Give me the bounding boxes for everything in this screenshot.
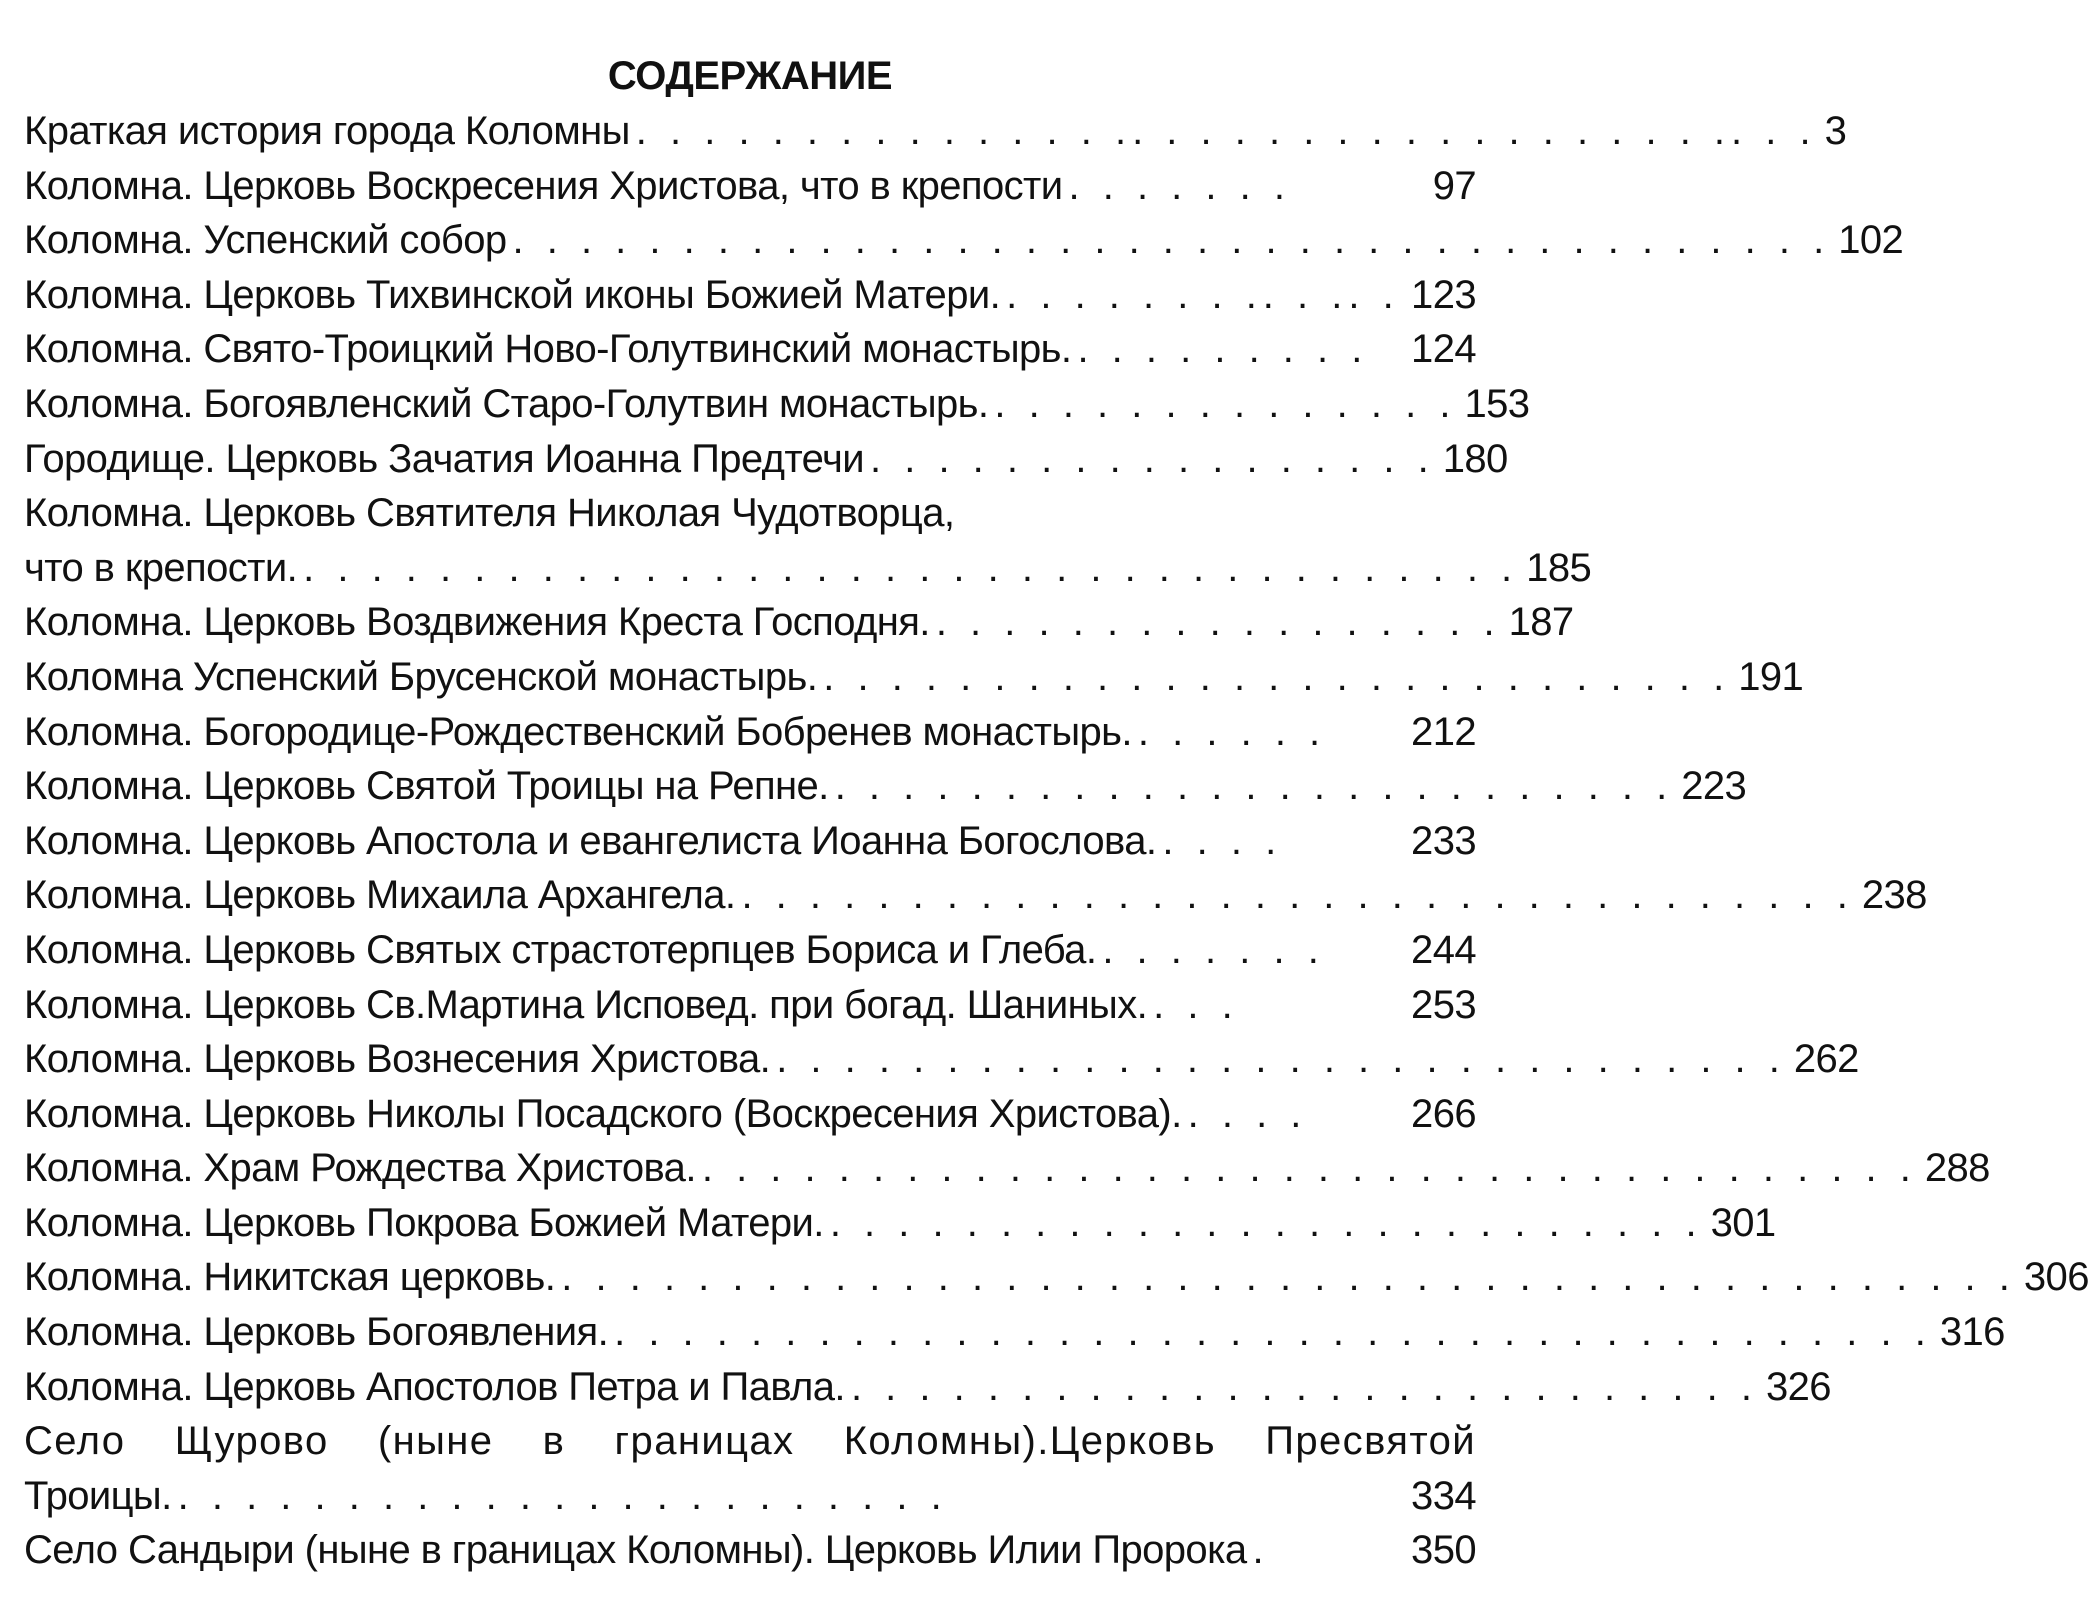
toc-page-number: 262 xyxy=(1793,1037,1859,1082)
toc-page-number: 3 xyxy=(1824,109,1847,153)
toc-page-number: 301 xyxy=(1710,1200,1776,1245)
toc-entry-title: Коломна. Церковь Апостола и евангелиста Иоанна Богослова. xyxy=(24,818,1157,863)
toc-entry-title: Коломна. Церковь Вознесения Христова. xyxy=(24,1037,771,1082)
table-of-contents xyxy=(24,104,2089,1578)
toc-entry xyxy=(24,1250,2089,1305)
toc-entry-title: Коломна. Церковь Святой Троицы на Репне. xyxy=(24,764,829,809)
toc-entry xyxy=(24,1523,1476,1578)
toc-entry-title: Коломна. Свято-Троицкий Ново-Голутвинский монастырь. xyxy=(24,327,1072,372)
toc-entry xyxy=(24,268,1476,323)
toc-entry-title: Коломна. Церковь Тихвинской иконы Божией Матери. xyxy=(24,272,1001,317)
toc-entry-title: Коломна. Церковь Михаила Архангела. xyxy=(24,873,736,918)
toc-dot-leader: . . . . . . . xyxy=(1068,163,1291,208)
toc-page-number: 212 xyxy=(1411,709,1476,754)
toc-entry-title: Коломна. Церковь Воскресения Христова, что в крепости xyxy=(24,163,1063,208)
toc-page-number: 180 xyxy=(1442,436,1508,481)
toc-entry xyxy=(24,759,1747,814)
toc-entry xyxy=(24,923,1476,978)
toc-dot-leader: . . . . . . . .. . .. . xyxy=(1006,272,1400,317)
toc-page-number: 97 xyxy=(1432,163,1476,208)
toc-entry xyxy=(24,705,1476,760)
toc-entry xyxy=(24,322,1476,377)
toc-dot-leader: . . . . . . . . . . . . . . . . . . . . . . . . . . . . . . . . . xyxy=(741,873,1854,918)
toc-entry-title: Городище. Церковь Зачатия Иоанна Предтечи xyxy=(24,436,864,481)
toc-entry xyxy=(24,1414,1476,1469)
toc-entry xyxy=(24,650,1804,705)
toc-page-number: 266 xyxy=(1411,1091,1476,1136)
toc-page-number: 238 xyxy=(1861,873,1927,918)
toc-entry-title: Коломна. Храм Рождества Христова. xyxy=(24,1146,696,1191)
toc-page-number: 326 xyxy=(1765,1364,1831,1409)
toc-dot-leader: . . . . . . . . . . . . . . . . . xyxy=(935,600,1501,645)
toc-entry-title: Коломна. Церковь Апостолов Петра и Павла. xyxy=(24,1364,845,1409)
toc-page-number: 334 xyxy=(1411,1473,1476,1518)
toc-entry-title: Село Щурово (ныне в границах Коломны).Церковь Пресвятой xyxy=(24,1419,1476,1464)
toc-entry-title: Коломна Успенский Брусенской монастырь. xyxy=(24,654,818,699)
toc-entry xyxy=(24,868,1927,923)
toc-entry xyxy=(24,814,1476,869)
toc-page-number: 233 xyxy=(1411,818,1476,863)
toc-dot-leader: . . . . . . . . . . . . . . . . . . . . . . . . . . . xyxy=(823,654,1731,699)
toc-dot-leader: . . . . . . . . . . . . . . . . . . . . . . . . . . . . . . . . . . . . . . . . . . . xyxy=(561,1255,2016,1300)
toc-entry xyxy=(24,432,1508,487)
toc-page-number: 123 xyxy=(1411,272,1476,317)
toc-dot-leader: . . . . . . . . . . . . . . .. . . . . . . . . . . . . . . . . .. . . xyxy=(635,109,1817,153)
toc-dot-leader: . . . . . . . . . . . . . . . . . . . . . . . . . . . . . . . . . . . . . . . xyxy=(614,1310,1932,1355)
toc-page-number: 185 xyxy=(1526,545,1592,590)
toc-dot-leader: . . . . . . . . . . . . . . xyxy=(994,381,1457,426)
toc-dot-leader: . . . . . . . . . . . . . . . . . . . . . . . . . . xyxy=(829,1200,1703,1245)
toc-dot-leader: . . . . xyxy=(1162,818,1283,863)
toc-dot-leader: . . . . . . . . . . . . . . . . . . . . . . . . . . . . . . . . . . . . xyxy=(303,545,1519,590)
toc-dot-leader: . . . . . . . . . . . . . . . . . xyxy=(869,436,1435,481)
toc-page-number: 191 xyxy=(1738,654,1804,699)
toc-entry-title: Коломна. Церковь Богоявления. xyxy=(24,1310,609,1355)
toc-page xyxy=(24,50,2089,1578)
toc-page-number: 350 xyxy=(1411,1528,1476,1573)
toc-page-number: 187 xyxy=(1508,600,1574,645)
toc-entry-title: Коломна. Никитская церковь. xyxy=(24,1255,556,1300)
toc-dot-leader: . . . xyxy=(1153,982,1239,1027)
toc-entry-title: Краткая история города Коломны xyxy=(24,109,630,153)
toc-entry xyxy=(24,1305,2005,1360)
toc-entry-title: Коломна. Успенский собор xyxy=(24,218,507,263)
toc-entry xyxy=(24,1196,1776,1251)
toc-entry xyxy=(24,486,1476,541)
toc-entry-title: Коломна. Церковь Воздвижения Креста Господня. xyxy=(24,600,930,645)
toc-entry xyxy=(24,1087,1476,1142)
toc-entry xyxy=(24,1469,1476,1524)
toc-entry xyxy=(24,978,1476,1033)
toc-entry xyxy=(24,595,1574,650)
toc-entry-title: Коломна. Богоявленский Старо-Голутвин монастырь. xyxy=(24,381,989,426)
toc-entry-title: Коломна. Церковь Николы Посадского (Воскресения Христова). xyxy=(24,1091,1182,1136)
toc-dot-leader: . . . . . . . . . . . . . . . . . . . . . . . xyxy=(177,1473,948,1518)
toc-dot-leader: . . . . . . . . . . . . . . . . . . . . . . . . . . . . . . . . . . . . . . . xyxy=(512,218,1831,263)
toc-page-number: 253 xyxy=(1411,982,1476,1027)
toc-entry-title: Село Сандыри (ныне в границах Коломны). Церковь Илии Пророка xyxy=(24,1528,1247,1573)
toc-entry-title: Троицы. xyxy=(24,1473,172,1518)
toc-page-number: 244 xyxy=(1411,927,1476,972)
toc-entry xyxy=(24,1360,1831,1415)
toc-dot-leader: . . . . xyxy=(1187,1091,1308,1136)
toc-page-number: 124 xyxy=(1411,327,1476,372)
toc-page-number: 288 xyxy=(1924,1146,1990,1191)
toc-entry xyxy=(24,104,1847,159)
toc-entry xyxy=(24,541,1592,596)
toc-dot-leader: . . . . . . . . . . . . . . . . . . . . . . . . . . . . . . xyxy=(776,1037,1786,1082)
toc-page-number: 306 xyxy=(2023,1255,2089,1300)
toc-dot-leader: . . . . . . . . . . . . . . . . . . . . . . . . . . . xyxy=(850,1364,1758,1409)
toc-dot-leader: . . . . . . . . . . . . . . . . . . . . . . . . . . . . . . . . . . . . xyxy=(701,1146,1917,1191)
toc-dot-leader: . . . . . . xyxy=(1137,709,1327,754)
toc-dot-leader: . . . . . . . . . xyxy=(1077,327,1369,372)
toc-entry xyxy=(24,159,1476,214)
toc-page-number: 316 xyxy=(1939,1310,2005,1355)
toc-entry xyxy=(24,213,1904,268)
toc-page-number: 153 xyxy=(1464,381,1530,426)
toc-entry-title: что в крепости. xyxy=(24,545,298,590)
toc-entry-title: Коломна. Церковь Святителя Николая Чудотворца, xyxy=(24,491,955,536)
toc-dot-leader: . . . . . . . . . . . . . . . . . . . . . . . . . xyxy=(834,764,1674,809)
toc-page-number: 223 xyxy=(1681,764,1747,809)
toc-entry xyxy=(24,1141,1990,1196)
toc-entry-title: Коломна. Церковь Св.Мартина Исповед. при богад. Шаниных. xyxy=(24,982,1148,1027)
page-title: СОДЕРЖАНИЕ xyxy=(607,54,893,98)
toc-entry-title: Коломна. Богородице-Рождественский Бобренев монастырь. xyxy=(24,709,1132,754)
toc-entry-title: Коломна. Церковь Покрова Божией Матери. xyxy=(24,1200,824,1245)
toc-entry xyxy=(24,1032,1859,1087)
toc-dot-leader: . . . . . . . xyxy=(1102,927,1325,972)
toc-page-number: 102 xyxy=(1838,218,1904,263)
toc-entry-title: Коломна. Церковь Святых страстотерпцев Бориса и Глеба. xyxy=(24,927,1097,972)
toc-dot-leader: . xyxy=(1252,1528,1270,1573)
toc-entry xyxy=(24,377,1530,432)
